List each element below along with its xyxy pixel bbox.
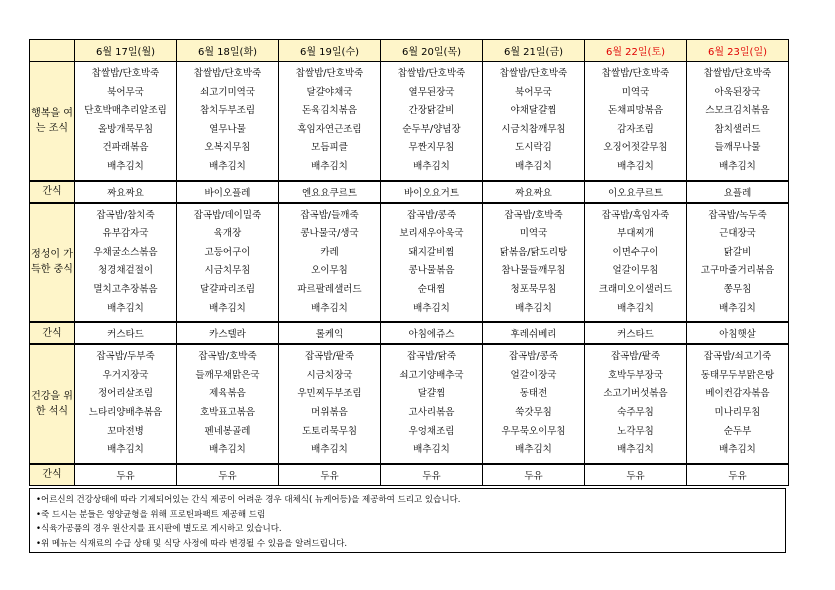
menu-item: 배추김치 [413,444,450,456]
menu-item: 고구마줄거리볶음 [700,265,775,277]
menu-item: 미나리무침 [714,406,761,418]
breakfast-menu-cell [687,62,789,181]
menu-item: 우거지장국 [102,369,149,381]
menu-item: 무짠지무침 [408,142,455,154]
menu-item: 동태전 [519,388,548,400]
snack-item: 후레쉬베리 [483,322,585,344]
day-header-sunday: 6월 23일(일) [687,40,789,62]
menu-item: 시금치참깨무침 [501,123,566,135]
menu-item: 달걀찜 [417,388,446,400]
notes-box [29,488,786,553]
menu-item: 배추김치 [617,160,654,172]
day-header: 6월 17일(월) [75,40,177,62]
menu-item: 닭볶음/닭도리탕 [499,246,568,258]
menu-item: 올방개묵무침 [97,123,154,135]
snack-item: 요플레 [687,181,789,203]
snack-item: 아침에쥬스 [381,322,483,344]
breakfast-menu-cell [585,62,687,181]
header-row [30,40,789,62]
menu-item: 배추김치 [515,444,552,456]
menu-item: 청경채겉절이 [97,265,154,277]
day-header: 6월 19일(수) [279,40,381,62]
menu-item: 잡곡밥/쇠고기죽 [703,351,772,363]
snack-item: 짜요짜요 [483,181,585,203]
menu-item: 콩나물국/생국 [300,228,359,240]
note-line: •식육가공품의 경우 원산지를 표시판에 별도로 게시하고 있습니다. [36,524,282,534]
weekly-menu-table [29,39,789,486]
menu-item: 배추김치 [209,444,246,456]
snack-row [30,464,789,486]
menu-item: 모듬피클 [311,142,348,154]
menu-item: 쇠고기양배추국 [399,369,464,381]
menu-item: 베이컨감자볶음 [705,388,770,400]
menu-item: 참치두부조림 [199,105,256,117]
snack-item: 두유 [687,464,789,486]
dinner-menu-cell [483,344,585,464]
menu-item: 돈육김치볶음 [301,105,358,117]
menu-item: 우민찌두부조림 [297,388,362,400]
menu-item: 쇠고기미역국 [199,86,256,98]
snack-item: 이오요쿠르트 [585,181,687,203]
lunch-label: 정성이 가득한 중식 [30,203,75,323]
menu-item: 육개장 [213,228,242,240]
snack-item: 두유 [279,464,381,486]
lunch-menu-cell [483,203,585,323]
menu-item: 느타리양배추볶음 [88,406,163,418]
snack-label: 간식 [30,322,75,344]
breakfast-label: 행복을 여는 조식 [30,62,75,181]
menu-item: 건파래볶음 [102,142,149,154]
menu-item: 잡곡밥/콩죽 [508,351,559,363]
dinner-menu-cell [381,344,483,464]
breakfast-menu-cell [483,62,585,181]
menu-item: 잡곡밥/두부죽 [96,351,155,363]
menu-item: 잡곡밥/닭죽 [406,351,457,363]
lunch-menu-cell [177,203,279,323]
menu-item: 열무된장국 [408,86,455,98]
snack-item: 두유 [75,464,177,486]
menu-item: 찹쌀밥/단호박죽 [295,68,364,79]
menu-item: 호박두부장국 [607,369,664,381]
menu-item: 배추김치 [107,160,144,172]
breakfast-menu-cell [381,62,483,181]
menu-item: 흑임자연근조림 [297,123,362,135]
snack-item: 짜요짜요 [75,181,177,203]
menu-item: 미역국 [519,228,548,240]
menu-item: 잡곡밥/팥죽 [610,351,661,363]
menu-item: 유부감자국 [102,228,149,240]
menu-item: 숙주무침 [617,406,654,418]
menu-item: 제육볶음 [209,388,246,400]
menu-item: 배추김치 [719,444,756,456]
menu-item: 미역국 [621,86,650,98]
lunch-menu-cell [687,203,789,323]
menu-item: 순두부 [723,425,752,437]
menu-item: 고등어구이 [204,246,251,258]
menu-item: 간장닭갈비 [408,105,455,117]
lunch-menu-cell [585,203,687,323]
dinner-label: 건강을 위한 석식 [30,344,75,464]
lunch-menu-cell [75,203,177,323]
dinner-row [30,344,789,464]
menu-item: 멸치고추장볶음 [93,283,158,295]
snack-item: 엔요요쿠르트 [279,181,381,203]
lunch-row [30,203,789,323]
snack-label: 간식 [30,464,75,486]
menu-item: 배추김치 [719,160,756,172]
menu-item: 잡곡밥/호박죽 [504,209,563,221]
snack-item: 두유 [483,464,585,486]
menu-item: 펜네봉골레 [204,425,251,437]
menu-item: 꼬마전병 [107,425,144,437]
menu-item: 정어리살조림 [97,388,154,400]
menu-item: 순두부/양념장 [402,123,461,135]
menu-item: 스모크김치볶음 [705,105,770,117]
menu-item: 잡곡밥/들깨죽 [300,209,359,221]
dinner-menu-cell [75,344,177,464]
menu-item: 찹쌀밥/단호박죽 [91,68,160,79]
snack-item: 롤케익 [279,322,381,344]
menu-item: 찹쌀밥/단호박죽 [397,68,466,79]
snack-item: 두유 [585,464,687,486]
snack-item: 바이오플레 [177,181,279,203]
menu-item: 도시락김 [515,142,552,154]
menu-item: 잡곡밥/흑임자죽 [601,209,670,221]
snack-item: 카스텔라 [177,322,279,344]
menu-item: 배추김치 [719,302,756,314]
menu-item: 배추김치 [311,302,348,314]
menu-item: 얼갈이무침 [612,265,659,277]
menu-item: 파르팔레샐러드 [297,283,362,295]
lunch-menu-cell [381,203,483,323]
menu-item: 이면수구이 [612,246,659,258]
breakfast-menu-cell [177,62,279,181]
menu-item: 시금치장국 [306,369,353,381]
menu-item: 배추김치 [107,302,144,314]
menu-item: 돼지갈비찜 [408,246,455,258]
menu-item: 야채달걀찜 [510,105,557,117]
menu-item: 단호박매추리알조림 [84,105,167,117]
menu-item: 열무나물 [209,123,246,135]
menu-item: 호박표고볶음 [199,406,256,418]
menu-item: 잡곡밥/호박죽 [198,351,257,363]
menu-item: 오징어젓갈무침 [603,142,668,154]
breakfast-row [30,62,789,181]
menu-item: 쫑무침 [723,283,752,295]
snack-item: 두유 [381,464,483,486]
menu-item: 아욱된장국 [714,86,761,98]
menu-item: 보리새우아욱국 [399,228,464,240]
menu-item: 콩나물볶음 [408,265,455,277]
menu-item: 크래미오이샐러드 [598,283,673,295]
menu-item: 배추김치 [413,302,450,314]
menu-item: 잡곡밥/팥죽 [304,351,355,363]
menu-item: 잡곡밥/콩죽 [406,209,457,221]
snack-row [30,322,789,344]
dinner-menu-cell [177,344,279,464]
menu-item: 배추김치 [617,444,654,456]
menu-item: 들깨무채맑은국 [195,369,260,381]
menu-item: 소고기버섯볶음 [603,388,668,400]
lunch-menu-cell [279,203,381,323]
note-line: •위 메뉴는 식재료의 수급 상태 및 식당 사정에 따라 변경될 수 있음을 알려드립니다. [36,538,348,549]
day-header: 6월 21일(금) [483,40,585,62]
snack-item: 아침햇살 [687,322,789,344]
snack-label: 간식 [30,181,75,203]
menu-item: 부대찌개 [617,228,654,240]
menu-item: 참치샐러드 [714,123,761,135]
note-line: •죽 드시는 분들은 영양균형을 위해 프로틴파팩트 제공해 드림 [36,509,266,520]
day-header: 6월 20일(목) [381,40,483,62]
day-header-saturday: 6월 22일(토) [585,40,687,62]
snack-row [30,181,789,203]
menu-item: 배추김치 [413,160,450,172]
snack-item: 바이오요거트 [381,181,483,203]
menu-item: 배추김치 [107,444,144,456]
menu-item: 배추김치 [515,302,552,314]
menu-item: 청포묵무침 [510,283,557,295]
menu-item: 순대찜 [417,283,446,295]
menu-item: 오이무침 [311,265,348,277]
menu-item: 잡곡밥/데이밀죽 [193,209,262,221]
menu-item: 닭갈비 [723,246,752,258]
menu-item: 카레 [320,246,339,258]
menu-item: 배추김치 [209,160,246,172]
menu-item: 찹쌀밥/단호박죽 [703,68,772,79]
menu-item: 돈채피망볶음 [607,105,664,117]
menu-item: 우엉채조림 [408,425,455,437]
day-header: 6월 18일(화) [177,40,279,62]
dinner-menu-cell [279,344,381,464]
menu-item: 시금치무침 [204,265,251,277]
snack-item: 두유 [177,464,279,486]
menu-item: 찹쌀밥/단호박죽 [499,68,568,79]
menu-item: 오복지무침 [204,142,251,154]
menu-item: 참나물들깨무침 [501,265,566,277]
menu-item: 배추김치 [515,160,552,172]
menu-item: 배추김치 [311,160,348,172]
menu-item: 동태무두부맑은탕 [700,369,775,381]
menu-item: 달걀파리조림 [199,283,256,295]
menu-item: 얼갈이장국 [510,369,557,381]
menu-item: 북어무국 [107,86,144,98]
menu-item: 배추김치 [209,302,246,314]
menu-item: 고사리볶음 [408,406,455,418]
menu-item: 배추김치 [311,444,348,456]
menu-item: 들깨무나물 [714,142,761,154]
menu-item: 잡곡밥/녹두죽 [708,209,767,221]
breakfast-menu-cell [279,62,381,181]
menu-item: 쑥갓무침 [515,406,552,418]
menu-item: 우채굴소스볶음 [93,246,158,258]
menu-item: 찹쌀밥/단호박죽 [193,68,262,79]
menu-item: 노각무침 [617,425,654,437]
menu-item: 배추김치 [617,302,654,314]
snack-item: 커스타드 [585,322,687,344]
dinner-menu-cell [687,344,789,464]
menu-item: 잡곡밥/참치죽 [96,209,155,221]
menu-item: 감자조림 [617,123,654,135]
menu-item: 북어무국 [515,86,552,98]
corner-cell [30,40,75,62]
menu-item: 근대장국 [719,228,756,240]
menu-item: 우무묵오이무침 [501,425,566,437]
menu-item: 도토리묵무침 [301,425,358,437]
menu-item: 찹쌀밥/단호박죽 [601,68,670,79]
menu-item: 머위볶음 [311,406,348,418]
breakfast-menu-cell [75,62,177,181]
menu-item: 달걀야채국 [306,86,353,98]
dinner-menu-cell [585,344,687,464]
note-line: •어르신의 건강상태에 따라 기제되어있는 간식 제공이 어려운 경우 대체식( 뉴케어등)을 제공하여 드리고 있습니다. [36,495,461,505]
snack-item: 커스타드 [75,322,177,344]
